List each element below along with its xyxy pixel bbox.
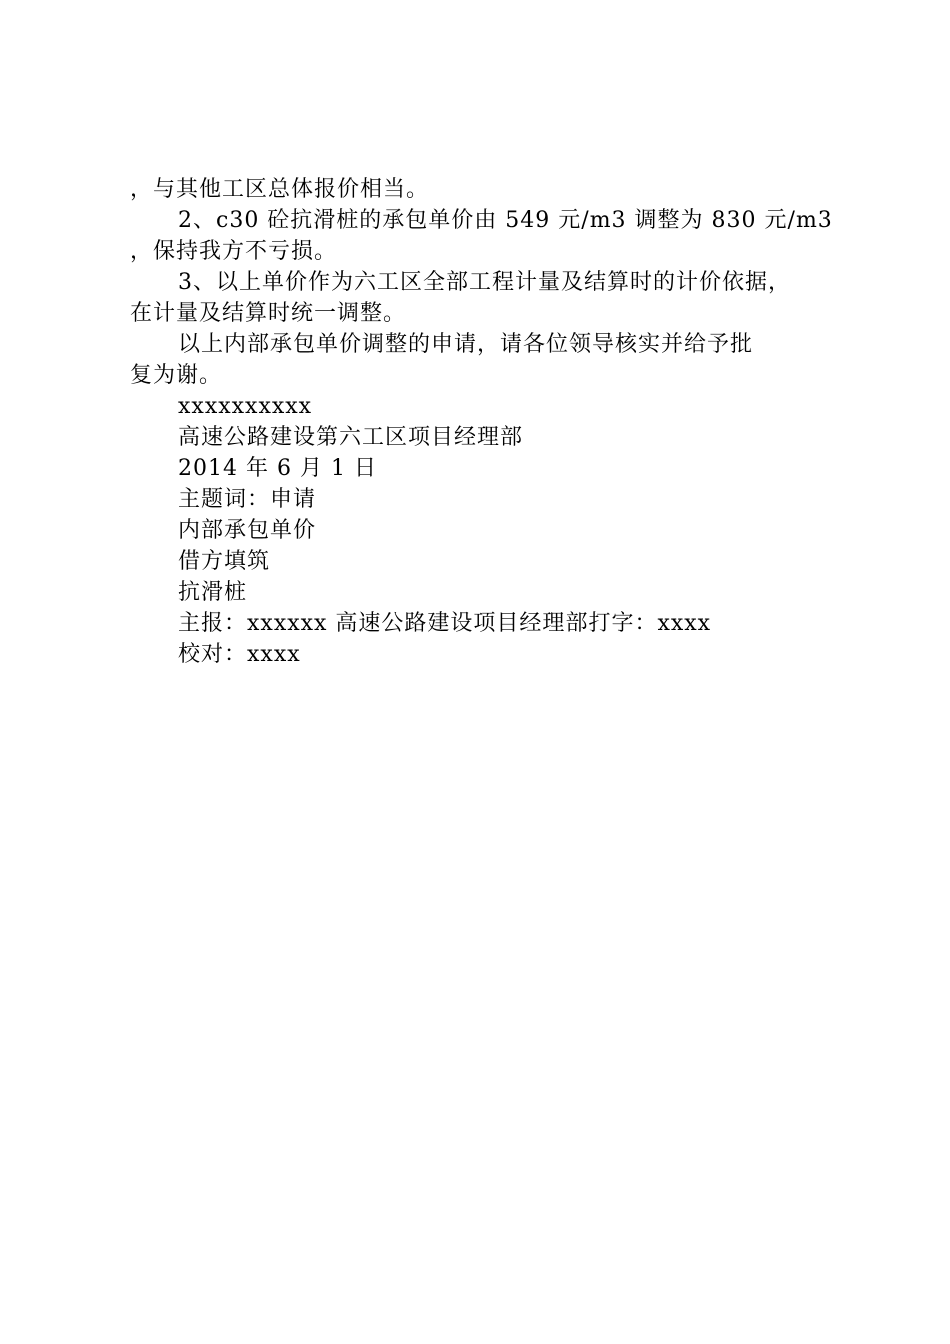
paragraph-line-3: ，保持我方不亏损。 xyxy=(130,239,338,264)
paragraph-line-5: 在计量及结算时统一调整。 xyxy=(130,301,407,326)
keyword-item: 内部承包单价 xyxy=(178,518,317,543)
paragraph-line-1: ，与其他工区总体报价相当。 xyxy=(130,177,430,202)
keywords-label: 主题词：申请 xyxy=(178,487,317,512)
keyword-item: 借方填筑 xyxy=(178,549,271,574)
paragraph-line-7: 复为谢。 xyxy=(130,363,223,388)
keyword-item: 抗滑桩 xyxy=(178,580,248,605)
paragraph-line-4: 3、以上单价作为六工区全部工程计量及结算时的计价依据， xyxy=(178,270,791,295)
proofread-line: 校对：xxxx xyxy=(178,642,301,667)
report-line: 主报：xxxxxx 高速公路建设项目经理部打字：xxxx xyxy=(178,611,712,636)
signature-date: 2014 年 6 月 1 日 xyxy=(178,456,377,481)
document-body xyxy=(130,174,850,670)
signature-organization: 高速公路建设第六工区项目经理部 xyxy=(178,425,524,450)
paragraph-line-6: 以上内部承包单价调整的申请，请各位领导核实并给予批 xyxy=(178,332,754,357)
signature-name: xxxxxxxxxx xyxy=(178,394,313,419)
paragraph-line-2: 2、c30 砼抗滑桩的承包单价由 549 元/m3 调整为 830 元/m3 xyxy=(178,208,833,233)
